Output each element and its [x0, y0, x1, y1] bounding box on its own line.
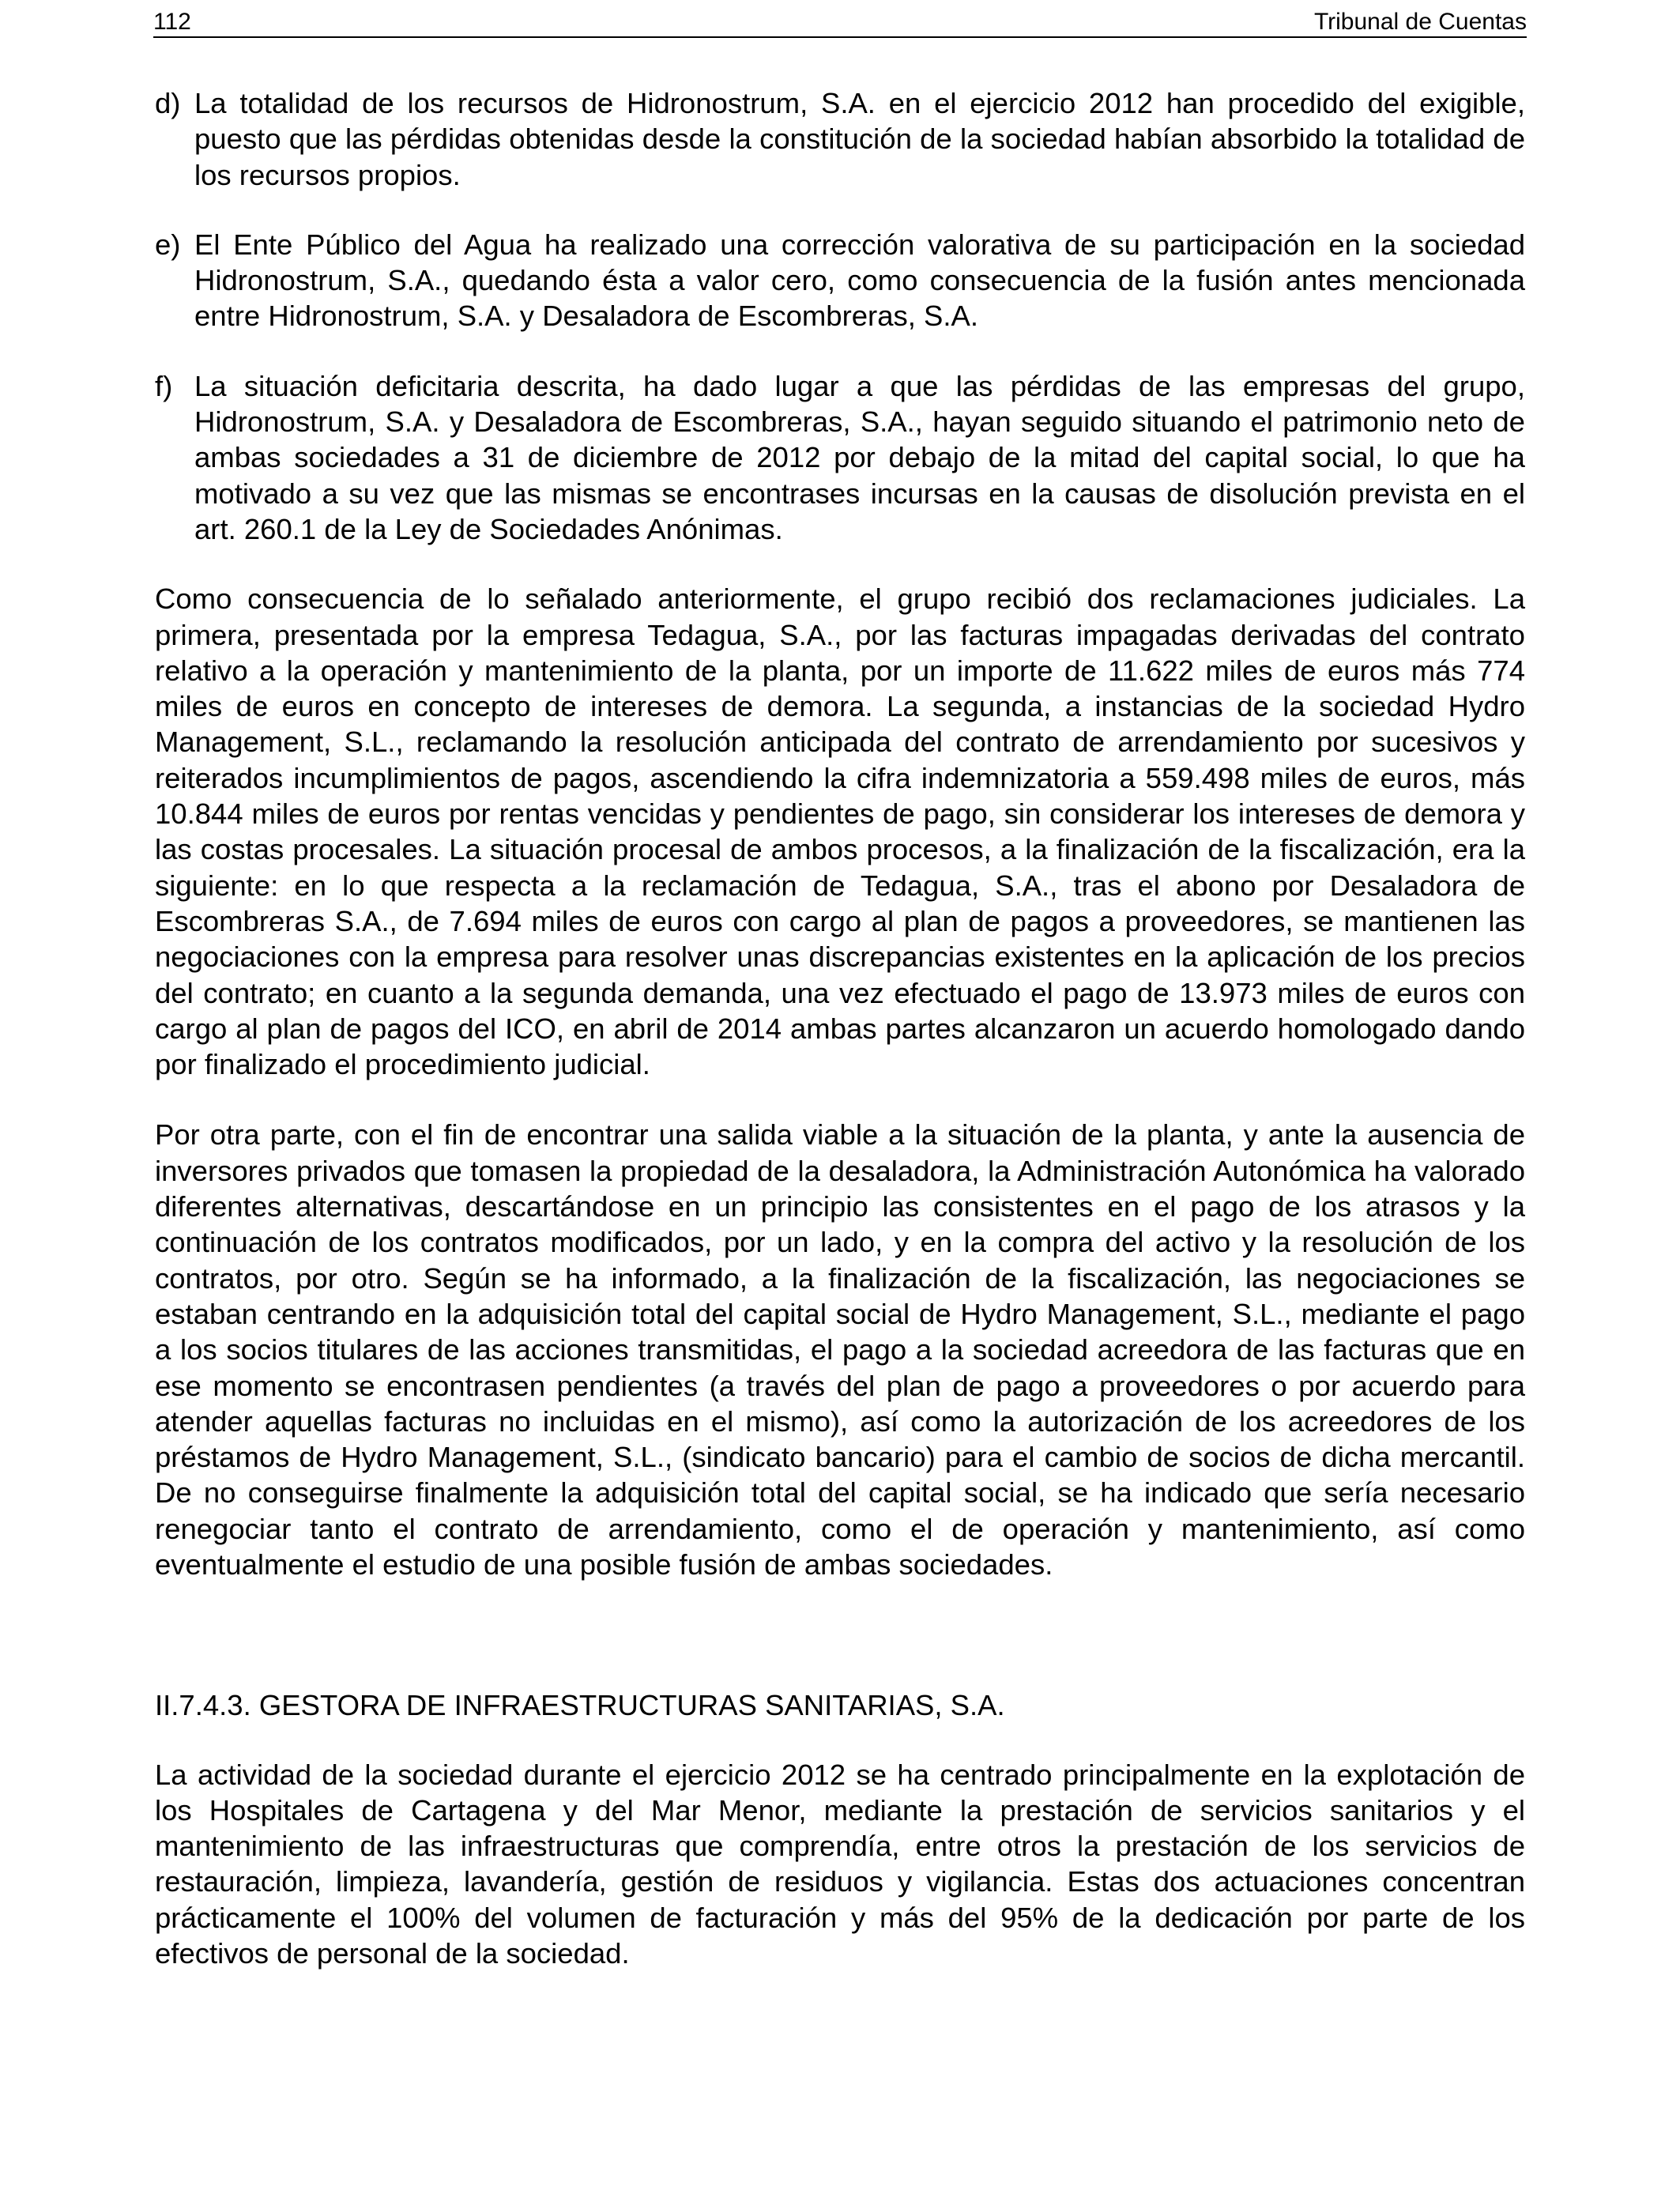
list-item-d	[155, 85, 1525, 193]
page-number: 112	[153, 9, 191, 35]
document-body	[155, 85, 1525, 2006]
paragraph-judicial-claims: Como consecuencia de lo señalado anteriormente, el grupo recibió dos reclamaciones judiciales. La primera, presentada por la empresa Tedagua, S.A., por las facturas impagadas derivadas del contrato relativo a la operación y mantenimiento de la planta, por un importe de 11.622 miles de euros más 774 miles de euros en concepto de intereses de demora. La segunda, a instancias de la sociedad Hydro Management, S.L., reclamando la resolución anticipada del contrato de arrendamiento por sucesivos y reiterados incumplimientos de pagos, ascendiendo la cifra indemnizatoria a 559.498 miles de euros, más 10.844 miles de euros por rentas vencidas y pendientes de pago, sin considerar los intereses de demora y las costas procesales. La situación procesal de ambos procesos, a la finalización de la fiscalización, era la siguiente: en lo que respecta a la reclamación de Tedagua, S.A., tras el abono por Desaladora de Escombreras S.A., de 7.694 miles de euros con cargo al plan de pagos a proveedores, se mantienen las negociaciones con la empresa para resolver unas discrepancias existentes en la aplicación de los precios del contrato; en cuanto a la segunda demanda, una vez efectuado el pago de 13.973 miles de euros con cargo al plan de pagos del ICO, en abril de 2014 ambas partes alcanzaron un acuerdo homologado dando por finalizado el procedimiento judicial.	[155, 582, 1525, 1081]
paragraph-alternatives: Por otra parte, con el fin de encontrar una salida viable a la situación de la planta, y ante la ausencia de inversores privados que tomasen la propiedad de la desaladora, la Administración Autonómica ha valorado diferentes alternativas, descartándose en un principio las consistentes en el pago de los atrasos y la continuación de los contratos modificados, por un lado, y en la compra del activo y la resolución de los contratos, por otro. Según se ha informado, a la finalización de la fiscalización, las negociaciones se estaban centrando en la adquisición total del capital social de Hydro Management, S.L., mediante el pago a los socios titulares de las acciones transmitidas, el pago a la sociedad acreedora de las facturas que en ese momento se encontrasen pendientes (a través del plan de pago a proveedores o por acuerdo para atender aquellas facturas no incluidas en el mismo), así como la autorización de los acreedores de los préstamos de Hydro Management, S.L., (sindicato bancario) para el cambio de socios de dicha mercantil. De no conseguirse finalmente la adquisición total del capital social, se ha indicado que sería necesario renegociar tanto el contrato de arrendamiento, como el de operación y mantenimiento, así como eventualmente el estudio de una posible fusión de ambas sociedades.	[155, 1118, 1525, 1581]
list-item-text: La situación deficitaria descrita, ha dado lugar a que las pérdidas de las empresas del grupo, Hidronostrum, S.A. y Desaladora de Escombreras, S.A., hayan seguido situando el patrimonio neto de ambas sociedades a 31 de diciembre de 2012 por debajo de la mitad del capital social, lo que ha motivado a su vez que las mismas se encontrases incursas en la causas de disolución prevista en el art. 260.1 de la Ley de Sociedades Anónimas.	[194, 369, 1525, 545]
list-marker: d)	[155, 87, 181, 119]
running-title: Tribunal de Cuentas	[1313, 9, 1527, 35]
list-item-text: La totalidad de los recursos de Hidronostrum, S.A. en el ejercicio 2012 han procedido del exigible, puesto que las pérdidas obtenidas desde la constitución de la sociedad habían absorbido la totalidad de los recursos propios.	[194, 87, 1525, 191]
section-paragraph: La actividad de la sociedad durante el ejercicio 2012 se ha centrado principalmente en la explotación de los Hospitales de Cartagena y del Mar Menor, mediante la prestación de servicios sanitarios y el mantenimiento de las infraestructuras que comprendía, entre otros la prestación de los servicios de restauración, limpieza, lavandería, gestión de residuos y vigilancia. Estas dos actuaciones concentran prácticamente el 100% del volumen de facturación y más del 95% de la dedicación por parte de los efectivos de personal de la sociedad.	[155, 1758, 1525, 1970]
section-heading: II.7.4.3. GESTORA DE INFRAESTRUCTURAS SANITARIAS, S.A.	[155, 1689, 1005, 1722]
list-item-e	[155, 227, 1525, 334]
list-item-f	[155, 368, 1525, 547]
list-marker: e)	[155, 228, 181, 261]
list-marker: f)	[155, 369, 173, 402]
page-header	[153, 5, 1527, 38]
list-item-text: El Ente Público del Agua ha realizado una corrección valorativa de su participación en la sociedad Hidronostrum, S.A., quedando ésta a valor cero, como consecuencia de la fusión antes mencionada entre Hidronostrum, S.A. y Desaladora de Escombreras, S.A.	[194, 228, 1525, 333]
